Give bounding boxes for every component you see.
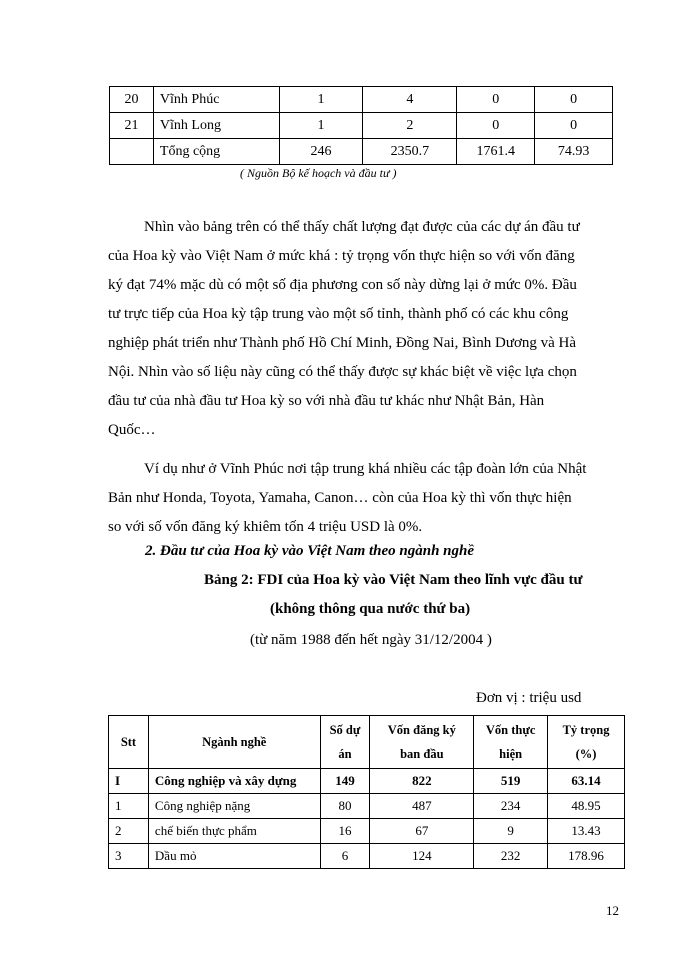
header-sector: Ngành nghề	[148, 716, 320, 769]
value-cell: 234	[474, 794, 548, 819]
table-caption: Bảng 2: FDI của Hoa kỳ vào Việt Nam theo lĩnh vực đầu tư	[204, 572, 583, 588]
table-date-range: (từ năm 1988 đến hết ngày 31/12/2004 )	[250, 632, 492, 648]
text-line: Quốc…	[108, 422, 156, 438]
value-cell: 0	[457, 113, 535, 139]
header-stt: Stt	[109, 716, 149, 769]
table-row	[110, 87, 613, 113]
header-ratio	[548, 716, 625, 769]
value-cell: 149	[320, 769, 370, 794]
table-row	[109, 769, 625, 794]
header-row	[109, 716, 625, 769]
value-cell: 822	[370, 769, 474, 794]
value-cell: 124	[370, 844, 474, 869]
value-cell: 4	[363, 87, 457, 113]
value-cell: 178.96	[548, 844, 625, 869]
text-line: ký đạt 74% mặc dù có một số địa phương con số này dừng lại ở mức 0%. Đầu	[108, 277, 577, 293]
table-row	[109, 794, 625, 819]
text-line: của Hoa kỳ vào Việt Nam ở mức khá : tỷ trọng vốn thực hiện so với vốn đăng	[108, 248, 575, 264]
text-line: Bản như Honda, Toyota, Yamaha, Canon… còn của Hoa kỳ thì vốn thực hiện	[108, 490, 572, 506]
text-line: đầu tư của nhà đầu tư Hoa kỳ so với nhà đầu tư khác như Nhật Bản, Hàn	[108, 393, 545, 409]
stt-cell: 20	[110, 87, 154, 113]
value-cell: 246	[279, 139, 363, 165]
fdi-sector-table	[108, 715, 625, 869]
sector-cell: Công nghiệp nặng	[148, 794, 320, 819]
header-line: án	[338, 747, 352, 761]
header-line: (%)	[575, 747, 597, 761]
text-line: Ví dụ như ở Vĩnh Phúc nơi tập trung khá nhiều các tập đoàn lớn của Nhật	[144, 461, 587, 477]
page-number: 12	[606, 903, 619, 918]
text-line: Nội. Nhìn vào số liệu này cũng có thể thấy được sự khác biệt về việc lựa chọn	[108, 364, 577, 380]
province-cell: Vĩnh Phúc	[153, 87, 279, 113]
value-cell: 1	[279, 113, 363, 139]
value-cell: 2	[363, 113, 457, 139]
header-line: Vốn thực	[485, 723, 536, 737]
value-cell: 487	[370, 794, 474, 819]
stt-cell	[110, 139, 154, 165]
table-source: ( Nguồn Bộ kế hoạch và đầu tư )	[240, 166, 397, 180]
header-project-count	[320, 716, 370, 769]
value-cell: 1761.4	[457, 139, 535, 165]
value-cell: 16	[320, 819, 370, 844]
province-table	[109, 86, 613, 165]
header-registered-capital	[370, 716, 474, 769]
table-subcaption: (không thông qua nước thứ ba)	[270, 601, 471, 617]
sector-cell: Dầu mỏ	[148, 844, 320, 869]
value-cell: 0	[457, 87, 535, 113]
text-line: tư trực tiếp của Hoa kỳ tập trung vào một số tỉnh, thành phố có các khu công	[108, 306, 569, 322]
value-cell: 0	[535, 113, 613, 139]
value-cell: 80	[320, 794, 370, 819]
value-cell: 13.43	[548, 819, 625, 844]
stt-cell: 3	[109, 844, 149, 869]
sector-cell: chế biến thực phẩm	[148, 819, 320, 844]
value-cell: 1	[279, 87, 363, 113]
stt-cell: I	[109, 769, 149, 794]
header-line: Số dự	[329, 723, 361, 737]
value-cell: 63.14	[548, 769, 625, 794]
text-line: nghiệp phát triển như Thành phố Hồ Chí Minh, Đồng Nai, Bình Dương và Hà	[108, 335, 577, 351]
text-line: Nhìn vào bảng trên có thể thấy chất lượng đạt được của các dự án đầu tư	[144, 219, 580, 235]
value-cell: 232	[474, 844, 548, 869]
header-line: Tỷ trọng	[562, 723, 610, 737]
province-cell: Vĩnh Long	[153, 113, 279, 139]
stt-cell: 1	[109, 794, 149, 819]
header-line: Vốn đăng ký	[387, 723, 456, 737]
header-line: ban đầu	[400, 747, 444, 761]
sector-cell: Công nghiệp và xây dựng	[148, 769, 320, 794]
value-cell: 0	[535, 87, 613, 113]
table-row	[110, 113, 613, 139]
section-heading: 2. Đầu tư của Hoa kỳ vào Việt Nam theo ngành nghề	[145, 543, 475, 559]
value-cell: 519	[474, 769, 548, 794]
value-cell: 74.93	[535, 139, 613, 165]
table-row	[109, 819, 625, 844]
value-cell: 9	[474, 819, 548, 844]
unit-label: Đơn vị : triệu usd	[476, 690, 582, 706]
value-cell: 6	[320, 844, 370, 869]
table-row	[109, 844, 625, 869]
value-cell: 48.95	[548, 794, 625, 819]
text-line: so với số vốn đăng ký khiêm tốn 4 triệu USD là 0%.	[108, 519, 423, 535]
stt-cell: 21	[110, 113, 154, 139]
header-realized-capital	[474, 716, 548, 769]
stt-cell: 2	[109, 819, 149, 844]
total-row	[110, 139, 613, 165]
province-cell: Tổng cộng	[153, 139, 279, 165]
value-cell: 2350.7	[363, 139, 457, 165]
value-cell: 67	[370, 819, 474, 844]
header-line: hiện	[499, 747, 523, 761]
